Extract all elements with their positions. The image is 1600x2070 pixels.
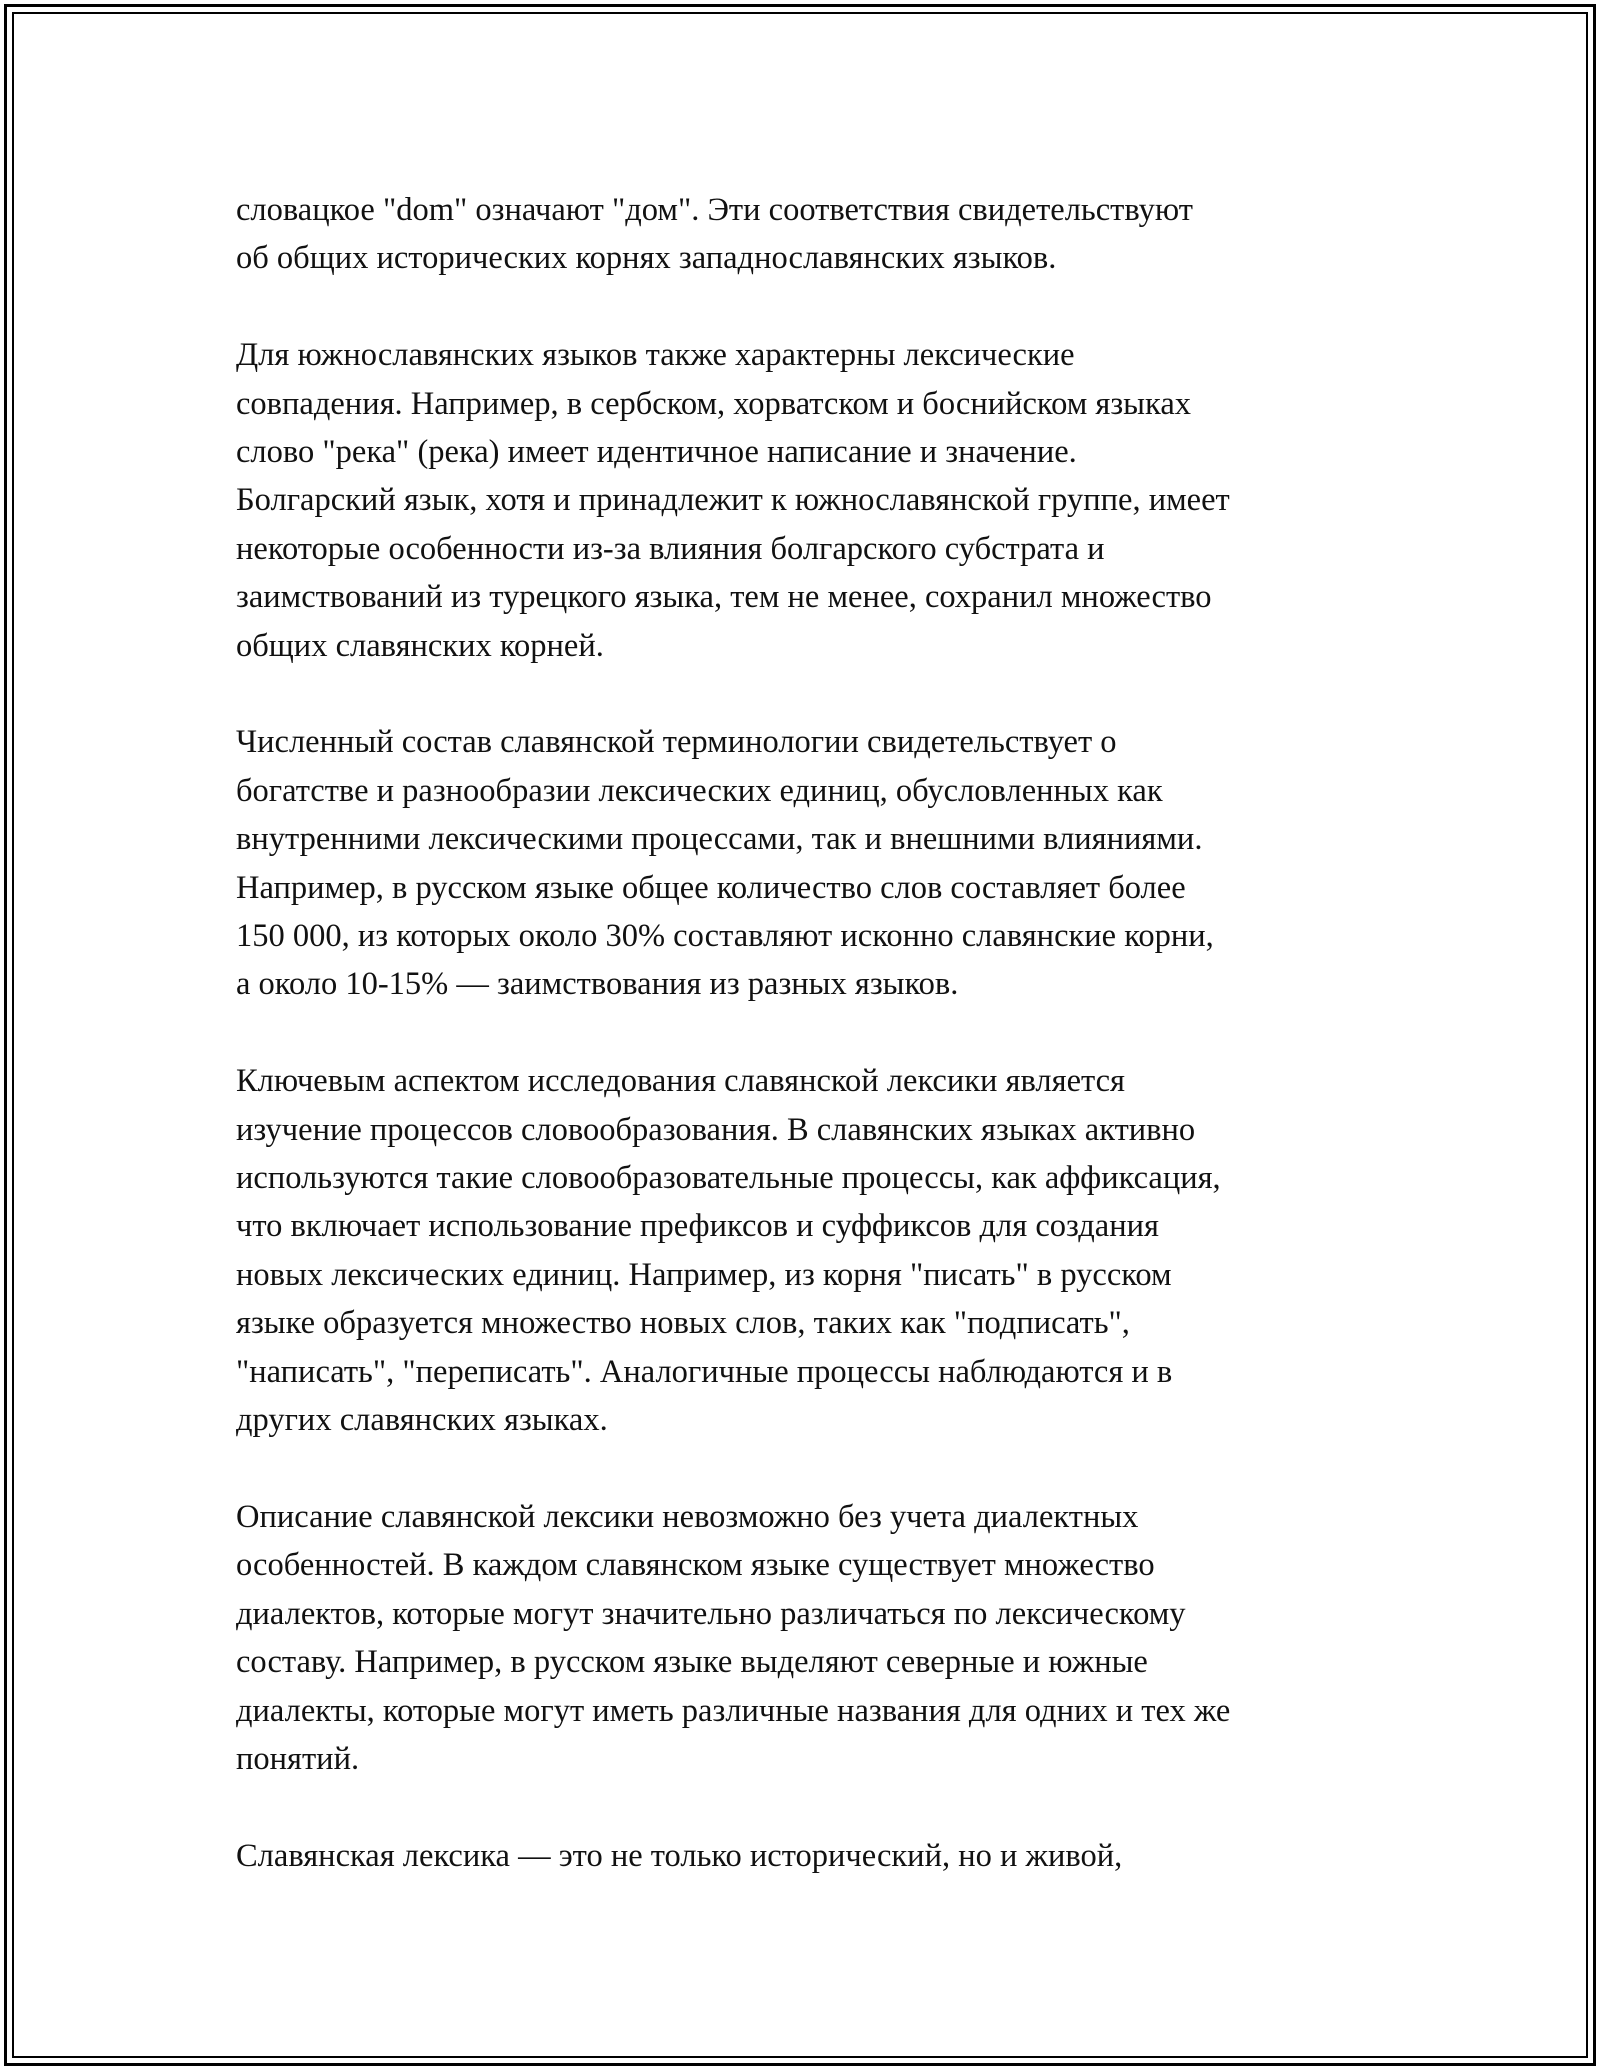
text-line: внутренними лексическими процессами, так и внешними влияниями.	[236, 821, 1203, 858]
paragraph	[236, 331, 1416, 670]
text-line: некоторые особенности из-за влияния болгарского субстрата и	[236, 530, 1105, 567]
text-line: об общих исторических корнях западнославянских языков.	[236, 240, 1057, 277]
text-line: Славянская лексика — это не только исторический, но и живой,	[236, 1837, 1123, 1874]
text-line: составу. Например, в русском языке выделяют северные и южные	[236, 1644, 1148, 1681]
text-line: заимствований из турецкого языка, тем не менее, сохранил множество	[236, 579, 1212, 616]
paragraph	[236, 1832, 1416, 1880]
text-line: богатстве и разнообразии лексических единиц, обусловленных как	[236, 772, 1163, 809]
document-body	[236, 186, 1416, 1880]
text-line: используются такие словообразовательные процессы, как аффиксация,	[236, 1160, 1221, 1197]
text-line: новых лексических единиц. Например, из корня "писать" в русском	[236, 1256, 1172, 1293]
text-line: 150 000, из которых около 30% составляют исконно славянские корни,	[236, 918, 1214, 955]
text-line: диалектов, которые могут значительно различаться по лексическому	[236, 1595, 1186, 1632]
text-line: понятий.	[236, 1740, 360, 1777]
text-line: словацкое "dom" означают "дом". Эти соответствия свидетельствуют	[236, 192, 1193, 228]
text-line: Для южнославянских языков также характерны лексические	[236, 337, 1075, 374]
text-line: что включает использование префиксов и суффиксов для создания	[236, 1208, 1159, 1245]
text-line: Ключевым аспектом исследования славянской лексики является	[236, 1063, 1125, 1100]
text-line: а около 10-15% — заимствования из разных языков.	[236, 966, 959, 1003]
paragraph	[236, 718, 1416, 1008]
text-line: "написать", "переписать". Аналогичные процессы наблюдаются и в	[236, 1353, 1173, 1390]
text-line: особенностей. В каждом славянском языке существует множество	[236, 1547, 1155, 1584]
paragraph	[236, 1057, 1416, 1444]
text-line: общих славянских корней.	[236, 627, 604, 664]
text-line: совпадения. Например, в сербском, хорватском и боснийском языках	[236, 385, 1191, 422]
text-line: Болгарский язык, хотя и принадлежит к южнославянской группе, имеет	[236, 482, 1230, 519]
text-line: других славянских языках.	[236, 1402, 608, 1439]
text-line: изучение процессов словообразования. В славянских языках активно	[236, 1111, 1196, 1148]
paragraph	[236, 1493, 1416, 1783]
text-line: языке образуется множество новых слов, таких как "подписать",	[236, 1305, 1130, 1342]
text-line: Например, в русском языке общее количество слов составляет более	[236, 869, 1186, 906]
text-line: слово "река" (река) имеет идентичное написание и значение.	[236, 434, 1077, 471]
text-line: диалекты, которые могут иметь различные названия для одних и тех же	[236, 1692, 1231, 1729]
text-line: Описание славянской лексики невозможно без учета диалектных	[236, 1498, 1139, 1535]
text-line: Численный состав славянской терминологии свидетельствует о	[236, 724, 1117, 761]
paragraph	[236, 186, 1416, 283]
